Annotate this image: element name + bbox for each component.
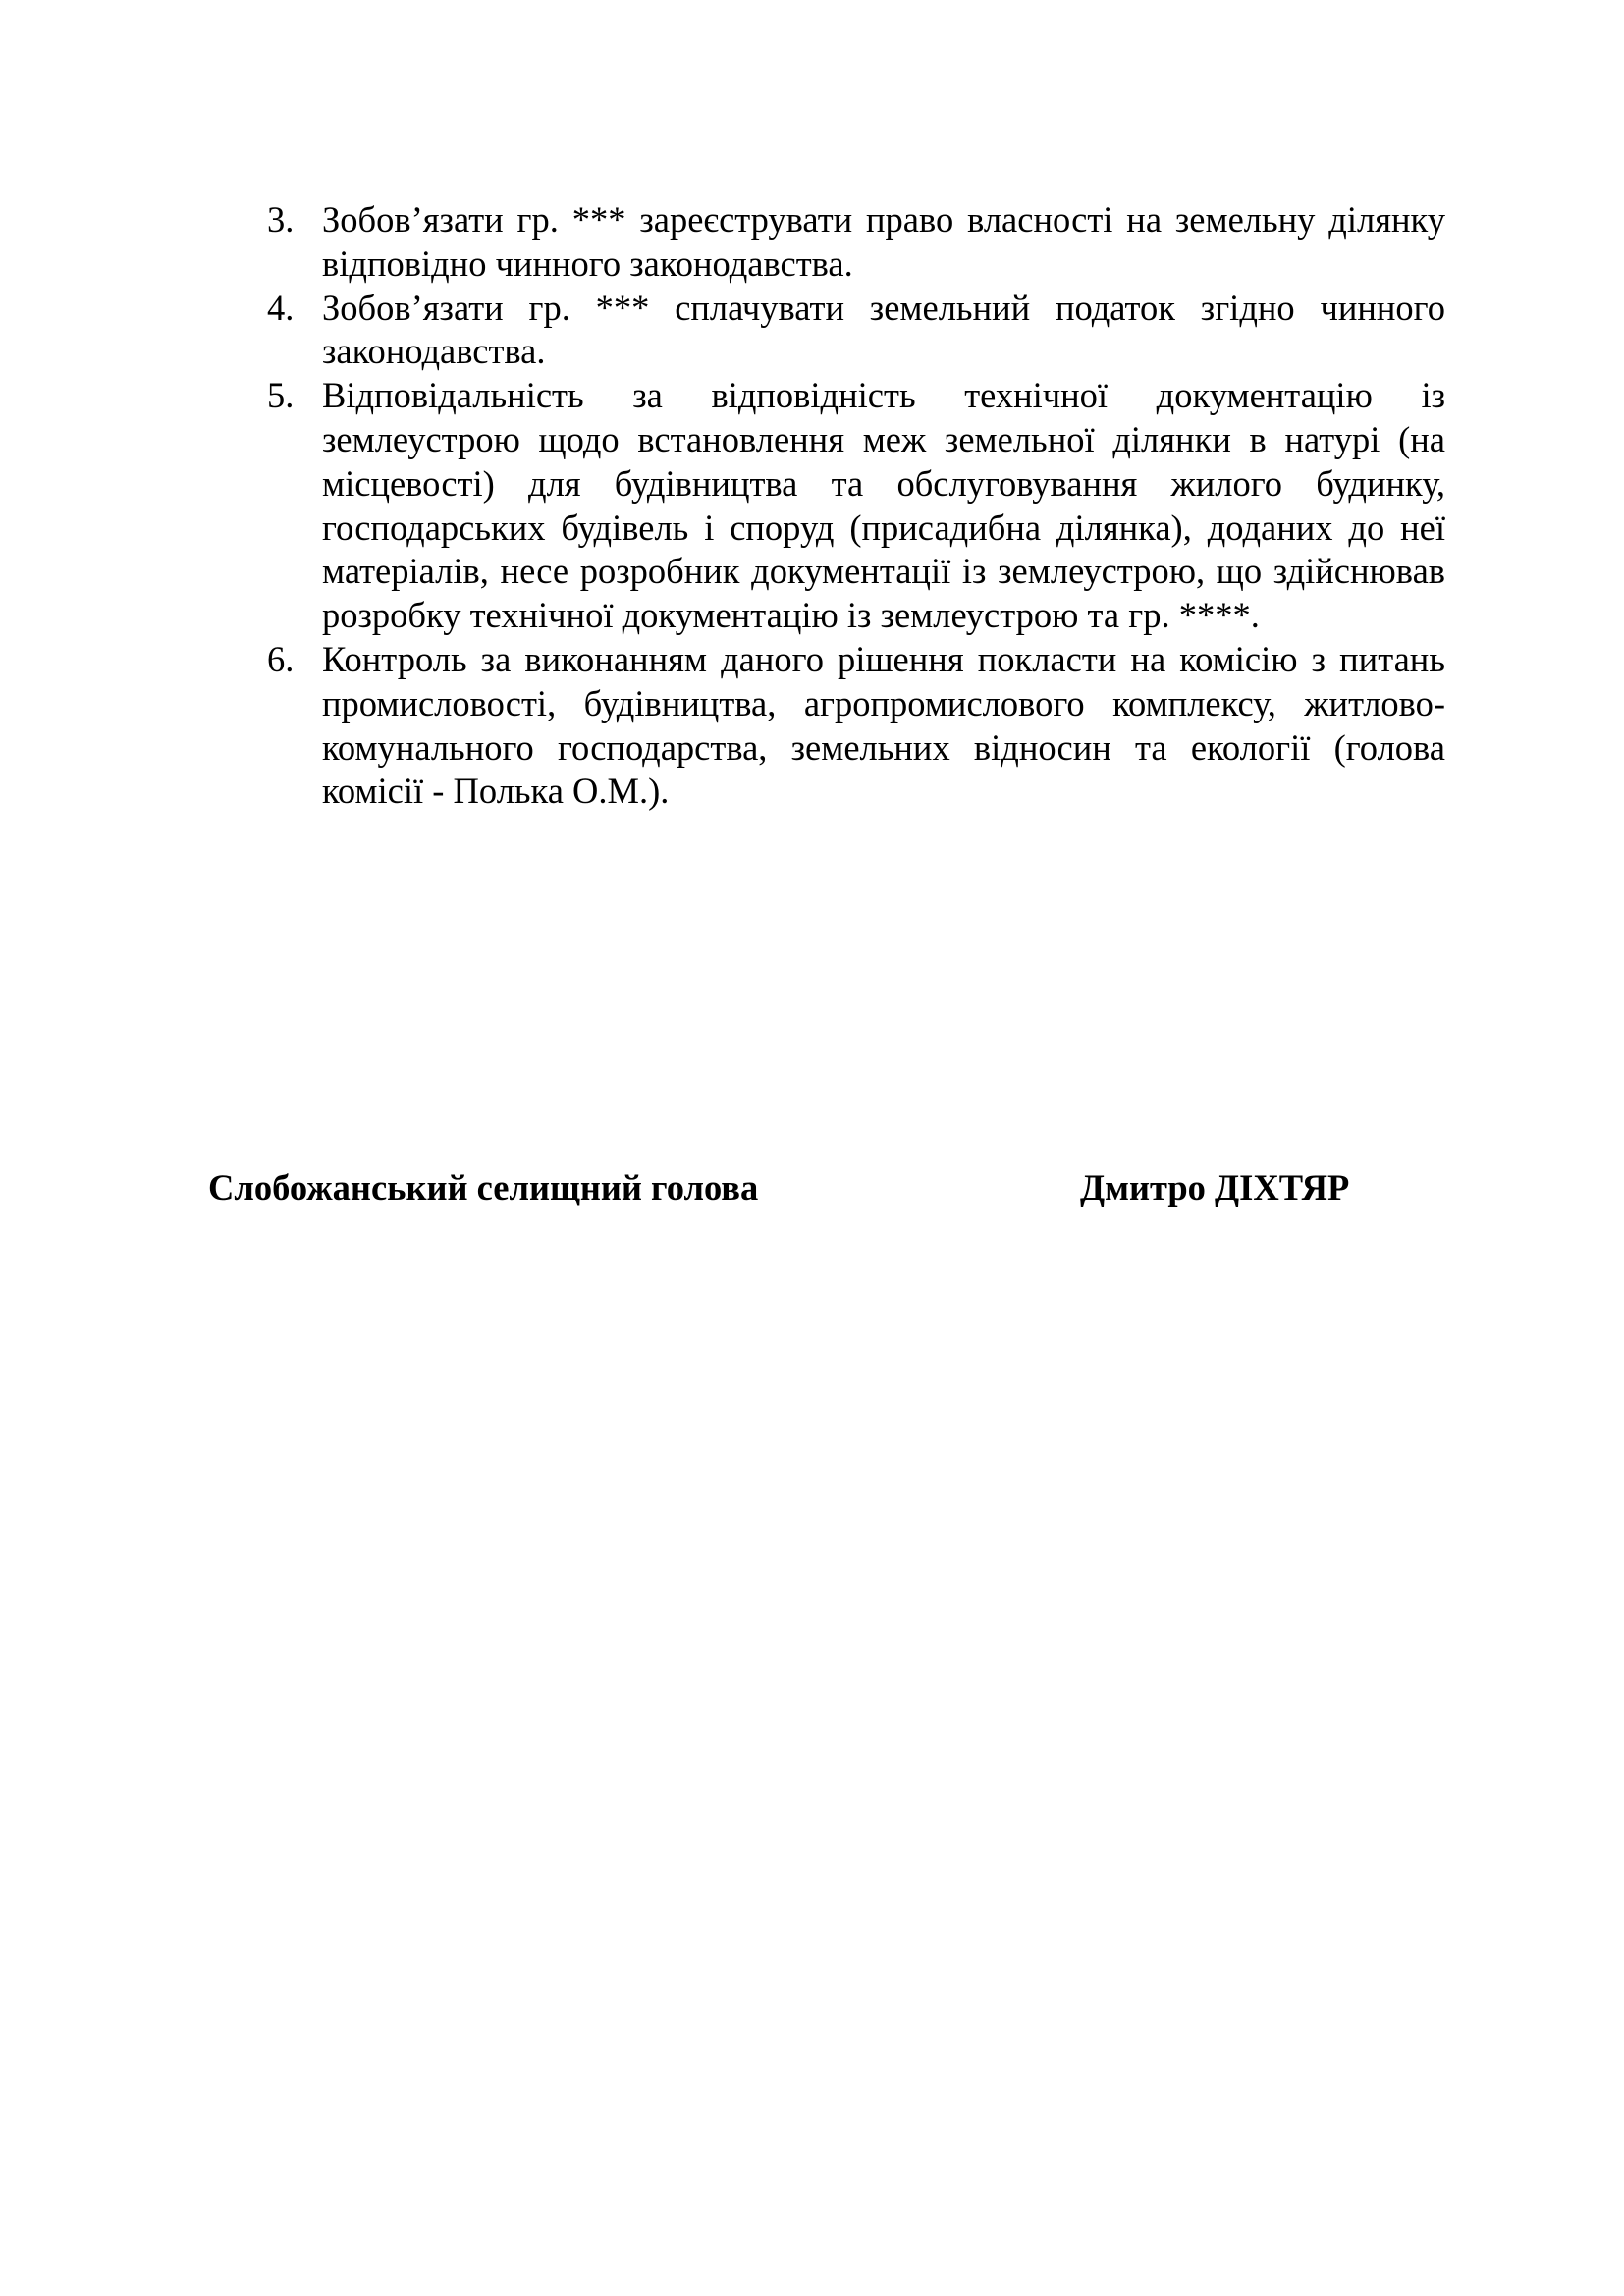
list-item-text: Контроль за виконанням даного рішення покласти на комісію з питань промисловості, будівництва, агропромислового комплексу, житлово-комунального господарства, земельних відносин та екології (голова комісії - Полька О.М.). bbox=[322, 638, 1445, 812]
signature-name: Дмитро ДІХТЯР bbox=[1080, 1167, 1350, 1207]
list-item bbox=[267, 287, 1445, 375]
list-item-number: 3. bbox=[267, 199, 295, 240]
list-item-text: Зобов’язати гр. *** зареєструвати право власності на земельну ділянку відповідно чинного законодавства. bbox=[322, 199, 1445, 284]
list-item-number: 5. bbox=[267, 375, 295, 416]
signature-position: Слобожанський селищний голова bbox=[208, 1167, 759, 1207]
list-item-text: Відповідальність за відповідність технічної документацію із землеустрою щодо встановлення меж земельної ділянки в натурі (на місцевості) для будівництва та обслуговування жилого будинку, господарських будівель і споруд (присадибна ділянка), доданих до неї матеріалів, несе розробник документації із землеустрою, що здійснював розробку технічної документацію із землеустрою та гр. ****. bbox=[322, 375, 1445, 636]
list-item bbox=[267, 638, 1445, 814]
list-item-number: 4. bbox=[267, 287, 295, 328]
list-item bbox=[267, 198, 1445, 287]
list-item bbox=[267, 374, 1445, 638]
list-item-number: 6. bbox=[267, 638, 295, 679]
decision-list bbox=[267, 198, 1445, 814]
list-item-text: Зобов’язати гр. *** сплачувати земельний податок згідно чинного законодавства. bbox=[322, 287, 1445, 372]
